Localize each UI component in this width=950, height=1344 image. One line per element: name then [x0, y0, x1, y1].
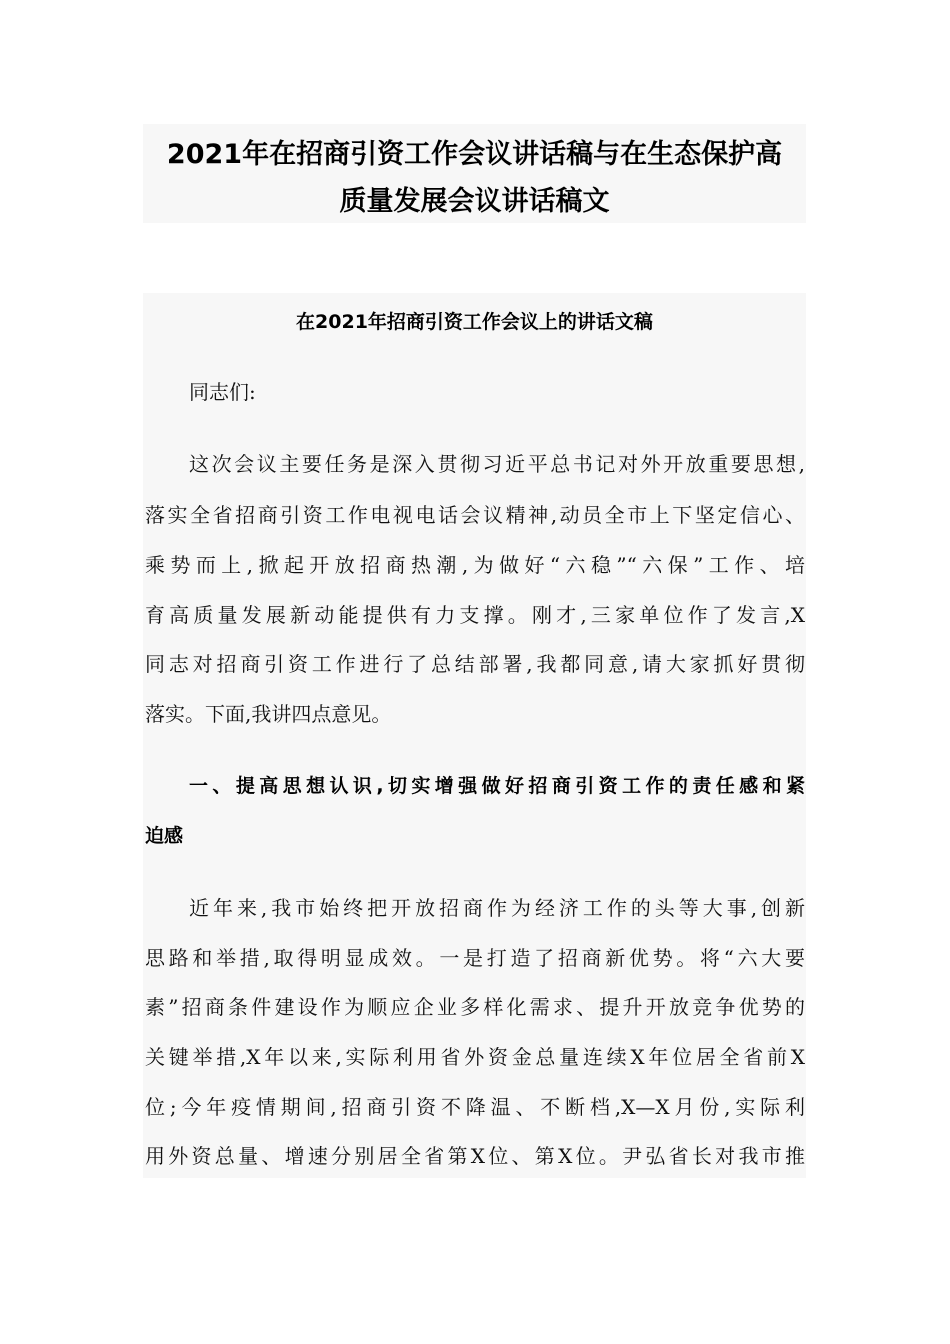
section-heading-line: 迫感	[145, 825, 184, 847]
paragraph-line: 这次会议主要任务是深入贯彻习近平总书记对外开放重要思想,	[189, 452, 805, 476]
paragraph-line: 落实全省招商引资工作电视电话会议精神,动员全市上下坚定信心、	[145, 503, 805, 527]
paragraph-line: 思路和举措,取得明显成效。一是打造了招商新优势。将“六大要	[145, 946, 805, 970]
section-heading-line: 一、提高思想认识,切实增强做好招商引资工作的责任感和紧	[189, 775, 805, 797]
salutation: 同志们:	[189, 380, 256, 404]
paragraph-line: 近年来,我市始终把开放招商作为经济工作的头等大事,创新	[189, 896, 805, 920]
paragraph-line: 乘势而上,掀起开放招商热潮,为做好“六稳”“六保”工作、培	[145, 553, 805, 577]
paragraph-line: 素”招商条件建设作为顺应企业多样化需求、提升开放竞争优势的	[145, 995, 805, 1019]
document-title-line-1: 2021年在招商引资工作会议讲话稿与在生态保护高	[166, 139, 783, 170]
speech-body	[143, 293, 806, 1178]
speech-heading: 在2021年招商引资工作会议上的讲话文稿	[296, 311, 653, 333]
document-title-block	[143, 124, 806, 223]
paragraph-line: 落实。下面,我讲四点意见。	[145, 702, 392, 726]
paragraph-line: 同志对招商引资工作进行了总结部署,我都同意,请大家抓好贯彻	[145, 652, 805, 676]
paragraph-line: 位;今年疫情期间,招商引资不降温、不断档,X—X月份,实际利	[145, 1095, 805, 1119]
document-title-line-2: 质量发展会议讲话稿文	[339, 186, 610, 217]
paragraph-line: 关键举措,X年以来,实际利用省外资金总量连续X年位居全省前X	[145, 1045, 805, 1069]
paragraph-line: 育高质量发展新动能提供有力支撑。刚才,三家单位作了发言,X	[145, 603, 805, 627]
paragraph-line: 用外资总量、增速分别居全省第X位、第X位。尹弘省长对我市推	[145, 1144, 805, 1168]
